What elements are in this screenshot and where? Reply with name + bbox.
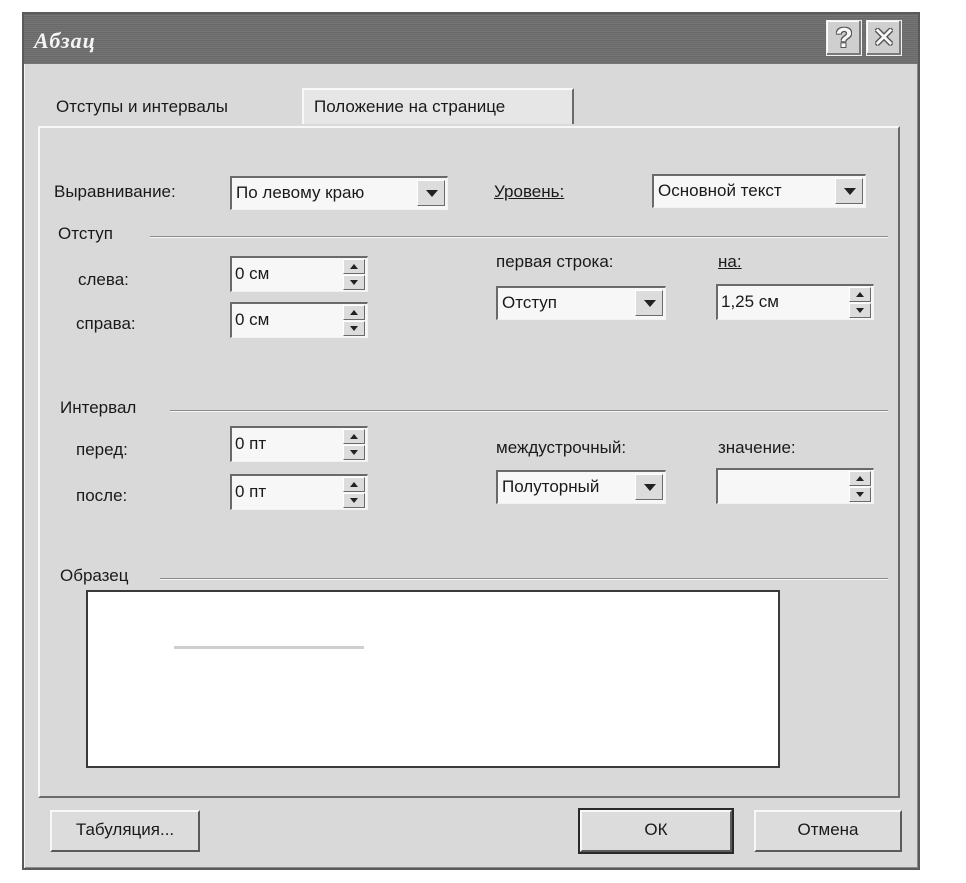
indent-right-value: 0 см (235, 310, 270, 329)
tabs-button-label: Табуляция... (75, 820, 175, 839)
indent-left-value: 0 см (235, 264, 270, 283)
tab-line-page-breaks[interactable] (302, 88, 574, 124)
spacing-after-spinner[interactable] (230, 474, 368, 510)
line-spacing-at-spinner[interactable] (716, 468, 874, 504)
help-icon: ? (835, 22, 853, 53)
help-button[interactable] (826, 20, 862, 56)
level-select[interactable] (652, 174, 866, 208)
preview-divider (160, 578, 888, 580)
line-spacing-at-label: значение: (718, 438, 796, 457)
spacing-before-spinner[interactable] (230, 426, 368, 462)
spin-down-icon[interactable] (849, 487, 871, 502)
indent-right-label: справа: (76, 314, 136, 333)
spacing-group-label: Интервал (60, 398, 137, 417)
ok-button[interactable] (580, 810, 732, 852)
spin-down-icon[interactable] (343, 493, 365, 508)
spin-down-icon[interactable] (343, 275, 365, 290)
spin-down-icon[interactable] (849, 303, 871, 318)
tab-label: Отступы и интервалы (56, 97, 228, 116)
tabs-button[interactable] (50, 810, 200, 852)
indent-group-label: Отступ (58, 224, 114, 243)
cancel-button[interactable] (754, 810, 902, 852)
spacing-before-label: перед: (76, 440, 128, 459)
spin-down-icon[interactable] (343, 445, 365, 460)
chevron-down-icon[interactable] (835, 178, 863, 204)
first-line-label: первая строка: (496, 252, 614, 271)
chevron-down-icon[interactable] (635, 474, 663, 500)
spacing-after-label: после: (76, 486, 128, 505)
first-line-select[interactable] (496, 286, 666, 320)
line-spacing-value: Полуторный (502, 477, 600, 496)
alignment-label: Выравнивание: (54, 182, 176, 201)
chevron-down-icon[interactable] (417, 180, 445, 206)
indent-left-label: слева: (78, 270, 129, 289)
close-icon: ✕ (872, 22, 896, 53)
level-label: Уровень: (494, 182, 565, 201)
indent-left-spinner[interactable] (230, 256, 368, 292)
first-line-value: Отступ (502, 293, 558, 312)
indent-by-label: на: (718, 252, 742, 271)
indent-by-spinner[interactable] (716, 284, 874, 320)
spin-up-icon[interactable] (849, 471, 871, 486)
spin-up-icon[interactable] (343, 259, 365, 274)
line-spacing-label: междустрочный: (496, 438, 627, 457)
tab-label: Положение на странице (314, 97, 506, 116)
indent-by-value: 1,25 см (721, 292, 779, 311)
chevron-down-icon[interactable] (635, 290, 663, 316)
level-value: Основной текст (658, 181, 782, 200)
spin-up-icon[interactable] (343, 477, 365, 492)
preview-box (86, 590, 780, 768)
spacing-divider (170, 410, 888, 412)
alignment-select[interactable] (230, 176, 448, 210)
spacing-before-value: 0 пт (235, 434, 267, 453)
line-spacing-select[interactable] (496, 470, 666, 504)
spin-up-icon[interactable] (343, 429, 365, 444)
preview-group-label: Образец (60, 566, 129, 585)
title-bar[interactable] (24, 14, 918, 64)
alignment-value: По левому краю (236, 183, 365, 202)
tab-indents-spacing[interactable] (46, 90, 238, 126)
close-button[interactable] (866, 20, 902, 56)
indent-right-spinner[interactable] (230, 302, 368, 338)
spin-up-icon[interactable] (343, 305, 365, 320)
cancel-button-label: Отмена (797, 820, 859, 839)
ok-button-label: ОК (644, 820, 668, 839)
preview-text-line (174, 646, 364, 649)
spin-down-icon[interactable] (343, 321, 365, 336)
dialog-title: Абзац (34, 28, 96, 53)
spin-up-icon[interactable] (849, 287, 871, 302)
indent-divider (150, 236, 888, 238)
spacing-after-value: 0 пт (235, 482, 267, 501)
